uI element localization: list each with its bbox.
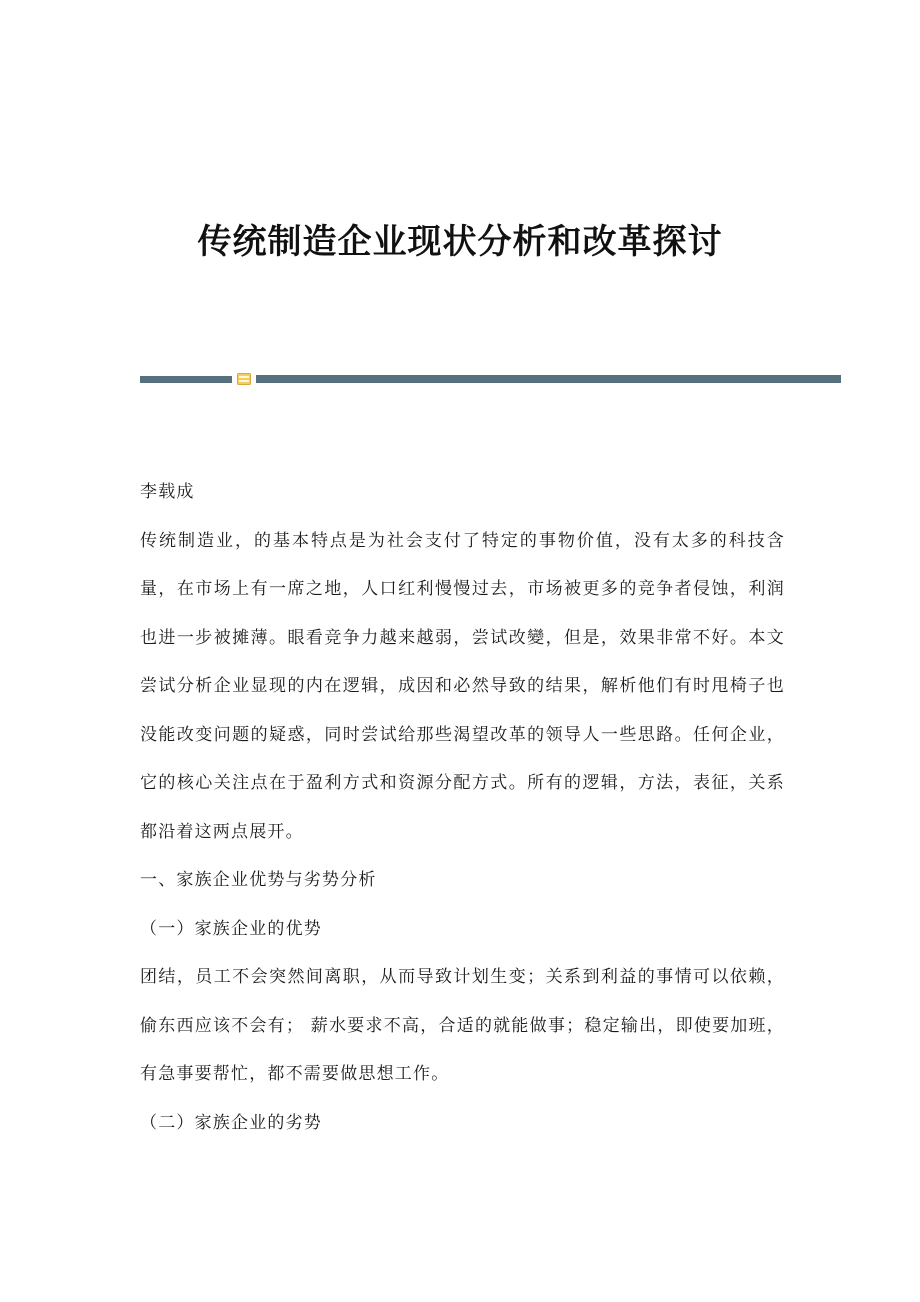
- divider-emblem-icon: [237, 373, 251, 385]
- author-name: 李载成: [140, 482, 195, 502]
- subsection-body-1: 团结，员工不会突然间离职，从而导致计划生变；关系到利益的事情可以依赖，偷东西应该不会有； 薪水要求不高，合适的就能做事；稳定输出，即使要加班，有急事要帮忙，都不需要做思想工作。: [140, 967, 785, 1084]
- section-heading-1: 一、家族企业优势与劣势分析: [140, 870, 377, 890]
- title-divider: [140, 372, 841, 386]
- subsection-heading-1: （一）家族企业的优势: [140, 918, 322, 939]
- document-title: 传统制造企业现状分析和改革探讨: [197, 222, 723, 262]
- divider-bar-left: [140, 376, 232, 383]
- intro-paragraph: 传统制造业，的基本特点是为社会支付了特定的事物价值，没有太多的科技含量，在市场上有一席之地，人口红利慢慢过去，市场被更多的竞争者侵蚀，利润也进一步被摊薄。眼看竞争力越来越弱，尝试改變，但是，效果非常不好。本文尝试分析企业显现的内在逻辑，成因和必然导致的结果，解析他们有时甩椅子也没能改变问题的疑惑，同时尝试给那些渴望改革的领导人一些思路。任何企业，它的核心关注点在于盈利方式和资源分配方式。所有的逻辑，方法，表征，关系都沿着这两点展开。: [140, 530, 785, 842]
- subsection-heading-2: （二）家族企业的劣势: [140, 1112, 322, 1133]
- document-body: [140, 468, 785, 1147]
- divider-bar-right: [256, 375, 841, 383]
